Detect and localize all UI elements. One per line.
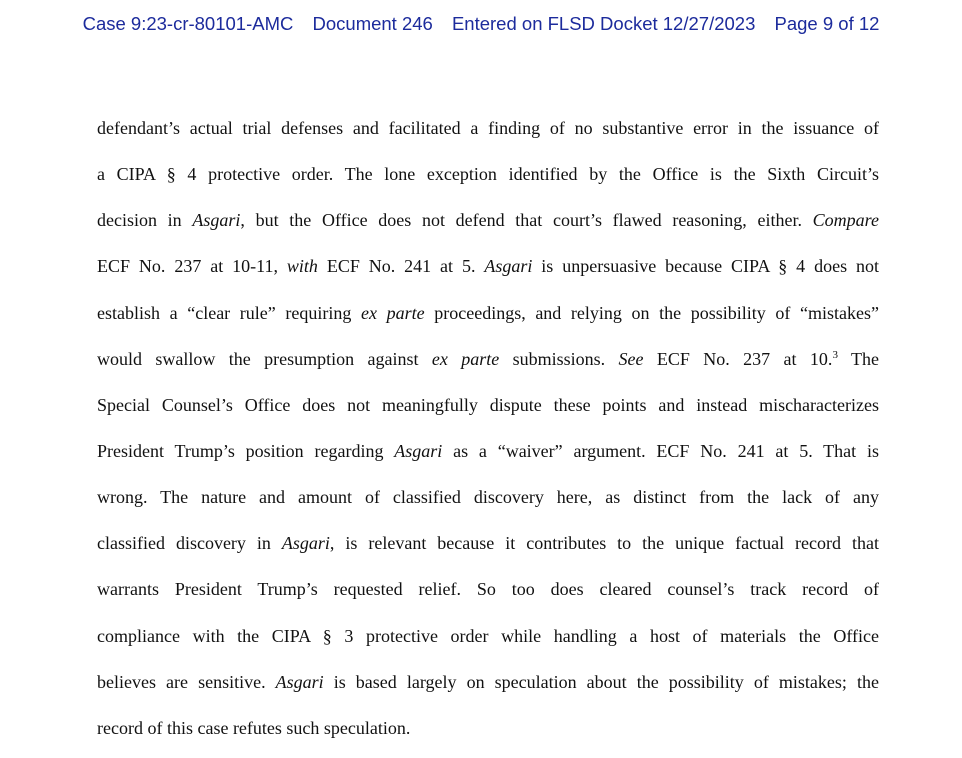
body-line <box>97 526 879 572</box>
case-number: Case 9:23-cr-80101-AMC <box>82 13 294 34</box>
text-segment: believes are sensitive. <box>97 671 276 692</box>
text-segment: ECF No. 237 at 10. <box>643 348 833 369</box>
text-segment: classified discovery in <box>97 533 282 554</box>
text-segment: is based largely on speculation about the possibility of mistakes; the <box>323 671 879 692</box>
italic-text: ex parte <box>361 302 425 323</box>
text-segment: would swallow the presumption against <box>97 348 432 369</box>
text-segment: as a “waiver” argument. ECF No. 241 at 5. That is <box>442 440 879 461</box>
document-number: Document 246 <box>312 13 433 34</box>
text-segment: warrants President Trump’s requested relief. So too does cleared counsel’s track record of <box>97 579 879 600</box>
text-segment: , but the Office does not defend that court’s flawed reasoning, either. <box>240 210 813 231</box>
text-segment: is unpersuasive because CIPA § 4 does not <box>532 256 879 277</box>
body-line <box>97 157 879 203</box>
body-line <box>97 388 879 434</box>
body-line <box>97 111 879 157</box>
text-segment: a CIPA § 4 protective order. The lone exception identified by the Office is the Sixth Circuit’s <box>97 164 879 185</box>
italic-text: Asgari <box>394 440 443 461</box>
page-indicator: Page 9 of 12 <box>774 13 880 34</box>
body-line <box>97 619 879 665</box>
body-line <box>97 480 879 526</box>
body-line <box>97 434 879 480</box>
body-line <box>97 665 879 711</box>
docket-entry-date: Entered on FLSD Docket 12/27/2023 <box>451 13 756 34</box>
document-body <box>97 111 879 757</box>
body-line <box>97 572 879 618</box>
body-line <box>97 249 879 295</box>
italic-text: See <box>618 348 644 369</box>
text-segment: decision in <box>97 210 193 231</box>
text-segment: The <box>837 348 879 369</box>
italic-text: Asgari <box>192 210 241 231</box>
italic-text: with <box>286 256 318 277</box>
body-line <box>97 711 879 757</box>
text-segment: ECF No. 241 at 5. <box>317 256 485 277</box>
text-segment: defendant’s actual trial defenses and facilitated a finding of no substantive error in the issuance of <box>97 118 879 138</box>
body-line <box>97 296 879 342</box>
text-segment: establish a “clear rule” requiring <box>97 302 361 323</box>
body-line <box>97 342 879 388</box>
footnote-reference: 3 <box>832 348 838 361</box>
text-segment: ECF No. 237 at 10-11, <box>97 256 287 277</box>
docket-header <box>0 13 962 35</box>
italic-text: Asgari <box>484 256 533 277</box>
text-segment: President Trump’s position regarding <box>97 440 395 461</box>
text-segment: record of this case refutes such speculation. <box>97 717 411 738</box>
italic-text: Asgari <box>281 533 330 554</box>
text-segment: compliance with the CIPA § 3 protective order while handling a host of materials the Office <box>97 625 879 646</box>
body-line <box>97 203 879 249</box>
text-segment: wrong. The nature and amount of classified discovery here, as distinct from the lack of any <box>97 487 879 508</box>
text-segment: Special Counsel’s Office does not meaningfully dispute these points and instead mischaracterizes <box>97 394 879 415</box>
text-segment: , is relevant because it contributes to the unique factual record that <box>329 533 879 554</box>
italic-text: ex parte <box>431 348 500 369</box>
text-segment: proceedings, and relying on the possibility of “mistakes” <box>424 302 879 323</box>
text-segment: submissions. <box>499 348 619 369</box>
italic-text: Asgari <box>275 671 324 692</box>
italic-text: Compare <box>812 210 879 231</box>
